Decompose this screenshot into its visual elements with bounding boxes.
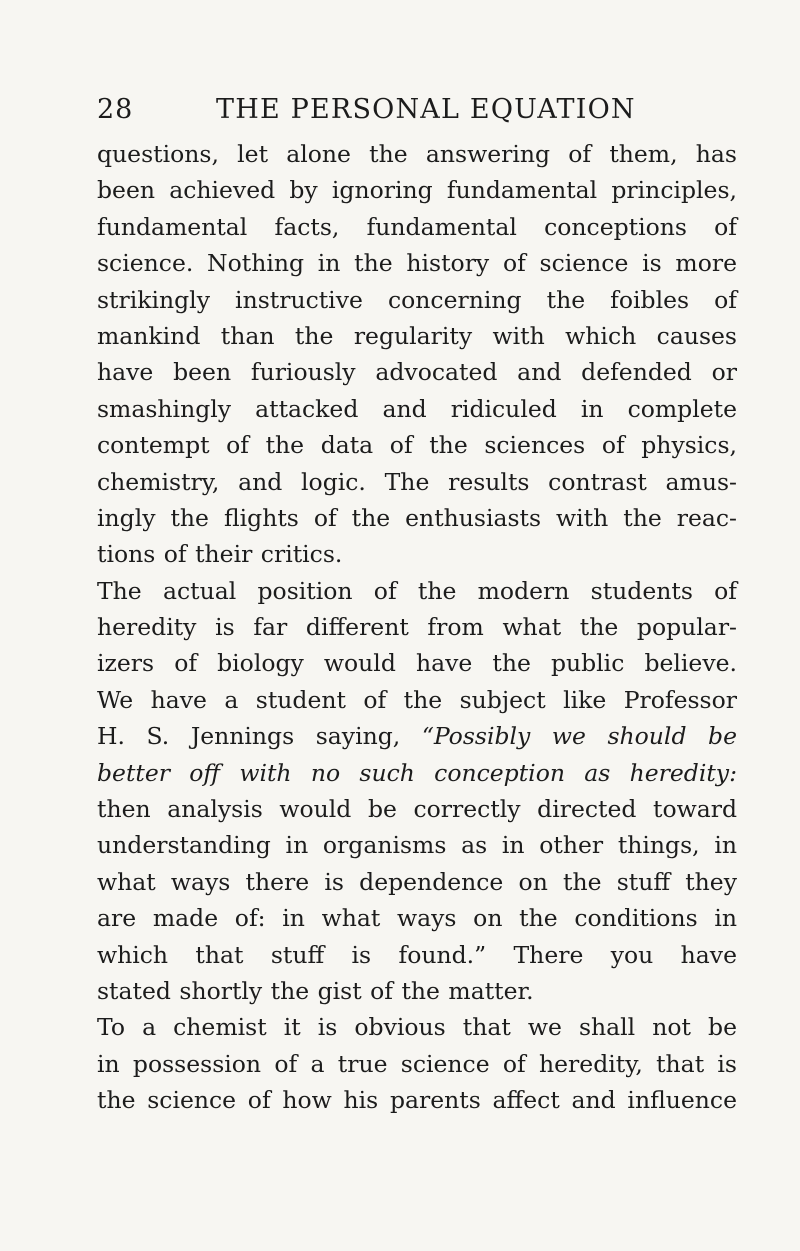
text-line: strikingly instructive concerning the foibles of [97,285,737,314]
quotation-italic: “Possibly we should be [421,722,737,751]
text-line: in possession of a true science of heredity, that is [97,1049,737,1078]
text-line: mankind than the regularity with which causes [97,321,737,350]
body-text [97,136,737,1119]
text-line-with-quote [97,718,737,754]
text-line-italic: better off with no such conception as heredity: [97,758,737,787]
text-line: stated shortly the gist of the matter. [97,976,534,1005]
text-line: science. Nothing in the history of science is more [97,249,737,278]
text-line: tions of their critics. [97,540,343,569]
text-line: izers of biology would have the public believe. [97,649,737,678]
text-line: then analysis would be correctly directed toward [97,795,737,824]
text-line: To a chemist it is obvious that we shall not be [97,1013,737,1042]
text-line: which that stuff is found.” There you have [97,940,737,969]
text-line: ingly the flights of the enthusiasts with the reac- [97,503,737,532]
text-line: been achieved by ignoring fundamental principles, [97,176,737,205]
text-line: understanding in organisms as in other things, in [97,831,737,860]
text-line: contempt of the data of the sciences of physics, [97,431,737,460]
running-title: THE PERSONAL EQUATION [216,94,636,125]
text-line: The actual position of the modern students of [97,576,737,605]
text-line: chemistry, and logic. The results contrast amus- [97,467,737,496]
text-line: have been furiously advocated and defended or [97,358,737,387]
text-line: fundamental facts, fundamental conceptions of [97,212,737,241]
text-line: what ways there is dependence on the stuff they [97,867,737,896]
text-line: We have a student of the subject like Professor [97,685,737,714]
page-number: 28 [97,94,134,125]
text-line: the science of how his parents affect and influence [97,1086,737,1115]
text-line: smashingly attacked and ridiculed in complete [97,394,737,423]
page-header [97,94,727,134]
text-line: questions, let alone the answering of them, has [97,140,737,168]
text-line: are made of: in what ways on the conditions in [97,904,737,933]
text-line-part: H. S. Jennings saying, [97,722,401,751]
text-line: heredity is far different from what the popular- [97,613,737,642]
